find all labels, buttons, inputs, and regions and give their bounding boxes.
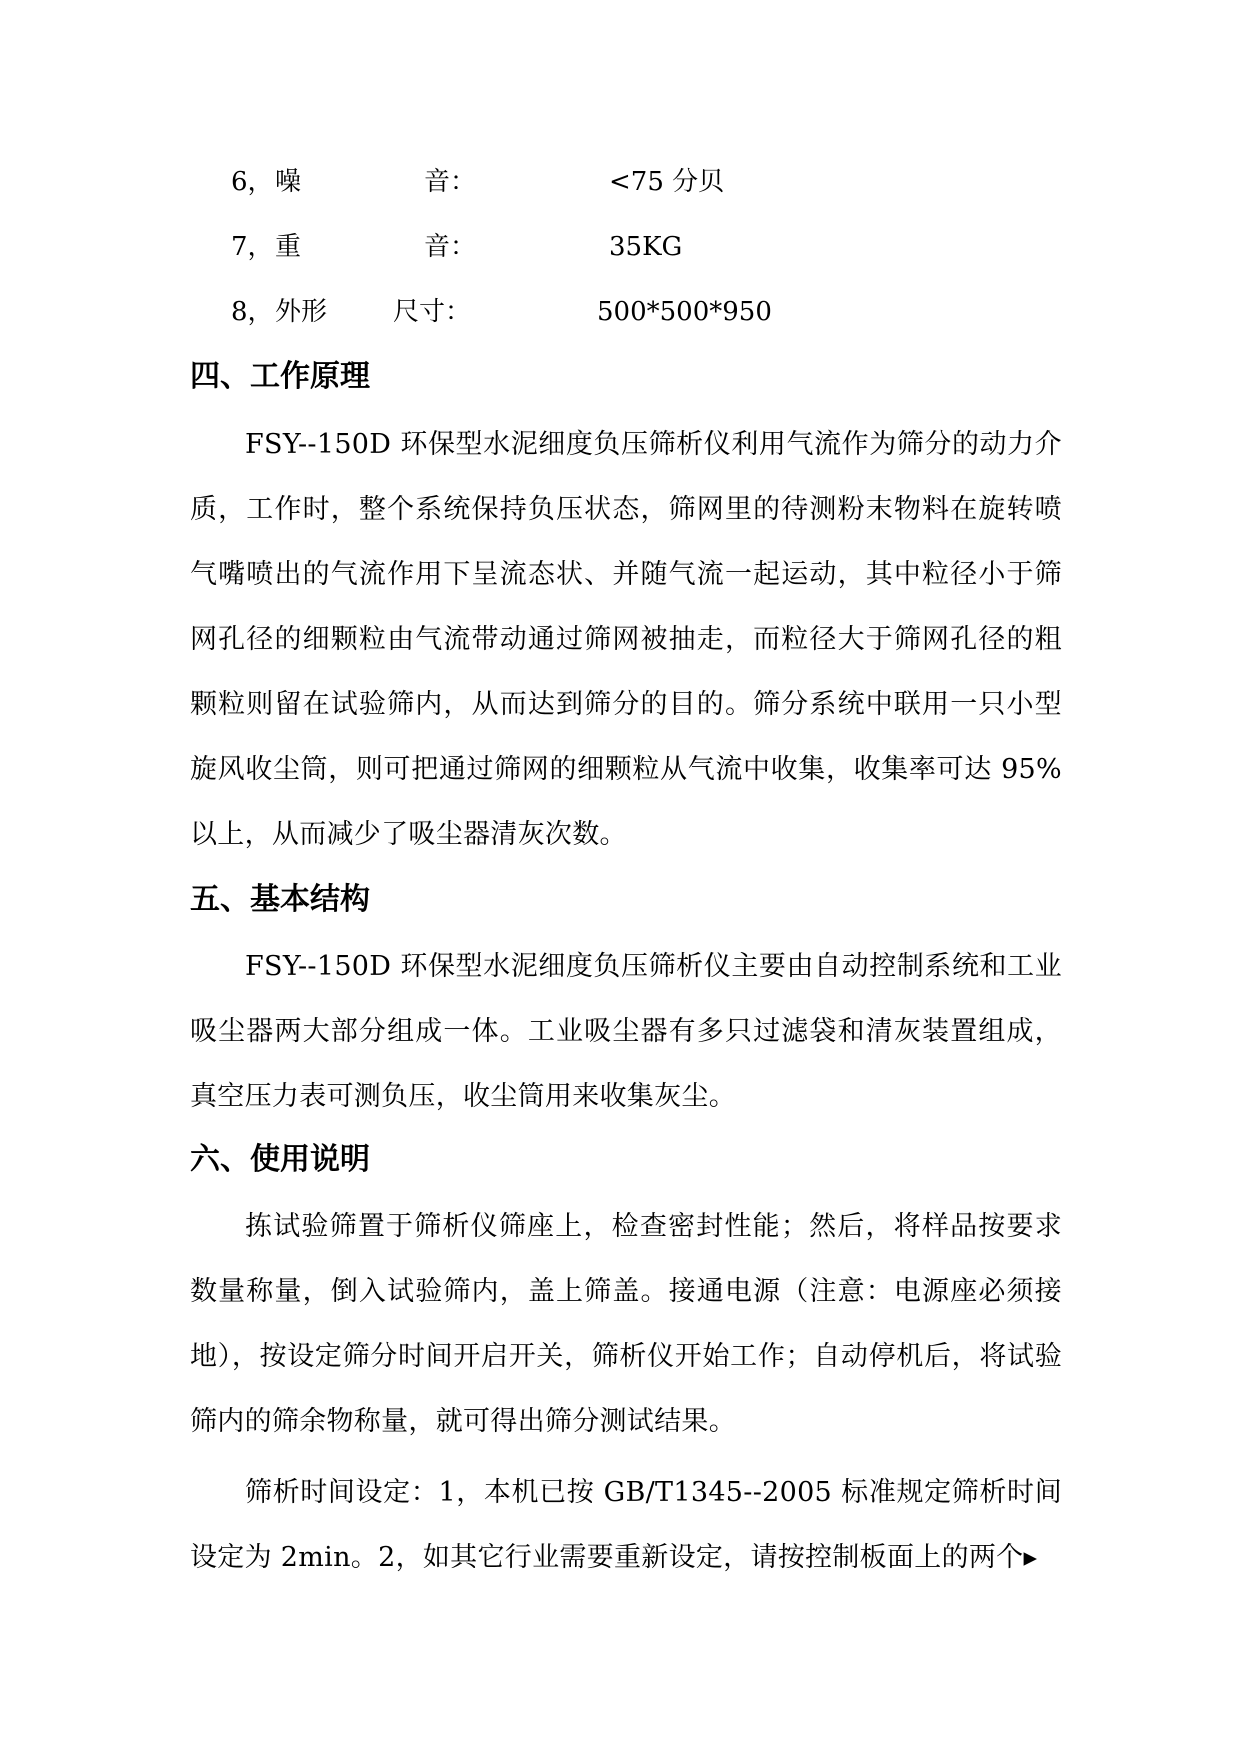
spec-value: 500*500*950: [597, 297, 772, 327]
spec-row-dimensions: [231, 292, 1131, 332]
spec-label: 重: [275, 232, 302, 262]
section-paragraph: 筛析时间设定：1，本机已按 GB/T1345--2005 标准规定筛析时间设定为 2min。2，如其它行业需要重新设定，请按控制板面上的两个▸: [190, 1477, 1062, 1573]
spec-row-noise: [231, 162, 1131, 202]
spec-number: 6，: [231, 167, 274, 197]
section-heading-working-principle: 四、工作原理: [190, 359, 370, 394]
spec-label: 外形: [275, 297, 328, 327]
section-paragraph: FSY--150D 环保型水泥细度负压筛析仪主要由自动控制系统和工业吸尘器两大部分组成一体。工业吸尘器有多只过滤袋和清灰装置组成，真空压力表可测负压，收尘筒用来收集灰尘。: [190, 951, 1062, 1112]
spec-label: 音：: [424, 232, 477, 262]
section-paragraph: 拣试验筛置于筛析仪筛座上，检查密封性能；然后，将样品按要求数量称量，倒入试验筛内，盖上筛盖。接通电源（注意：电源座必须接地），按设定筛分时间开启开关，筛析仪开始工作；自动停机后，将试验筛内的筛余物称量，就可得出筛分测试结果。: [190, 1211, 1062, 1437]
spec-number: 8，: [231, 297, 274, 327]
spec-number: 7，: [231, 232, 274, 262]
spec-label: 尺寸：: [393, 297, 472, 327]
spec-row-weight: [231, 227, 1131, 267]
section-heading-usage-instructions: 六、使用说明: [190, 1142, 370, 1177]
spec-label: 噪: [275, 167, 302, 197]
spec-label: 音：: [424, 167, 477, 197]
section-heading-basic-structure: 五、基本结构: [190, 882, 370, 917]
section-paragraph: FSY--150D 环保型水泥细度负压筛析仪利用气流作为筛分的动力介质，工作时，整个系统保持负压状态，筛网里的待测粉末物料在旋转喷气嘴喷出的气流作用下呈流态状、并随气流一起运动，其中粒径小于筛网孔径的细颗粒由气流带动通过筛网被抽走，而粒径大于筛网孔径的粗颗粒则留在试验筛内，从而达到筛分的目的。筛分系统中联用一只小型旋风收尘筒，则可把通过筛网的细颗粒从气流中收集，收集率可达 95%以上，从而减少了吸尘器清灰次数。: [190, 429, 1062, 850]
spec-value: 35KG: [609, 232, 683, 262]
spec-value: <75 分贝: [609, 167, 725, 197]
